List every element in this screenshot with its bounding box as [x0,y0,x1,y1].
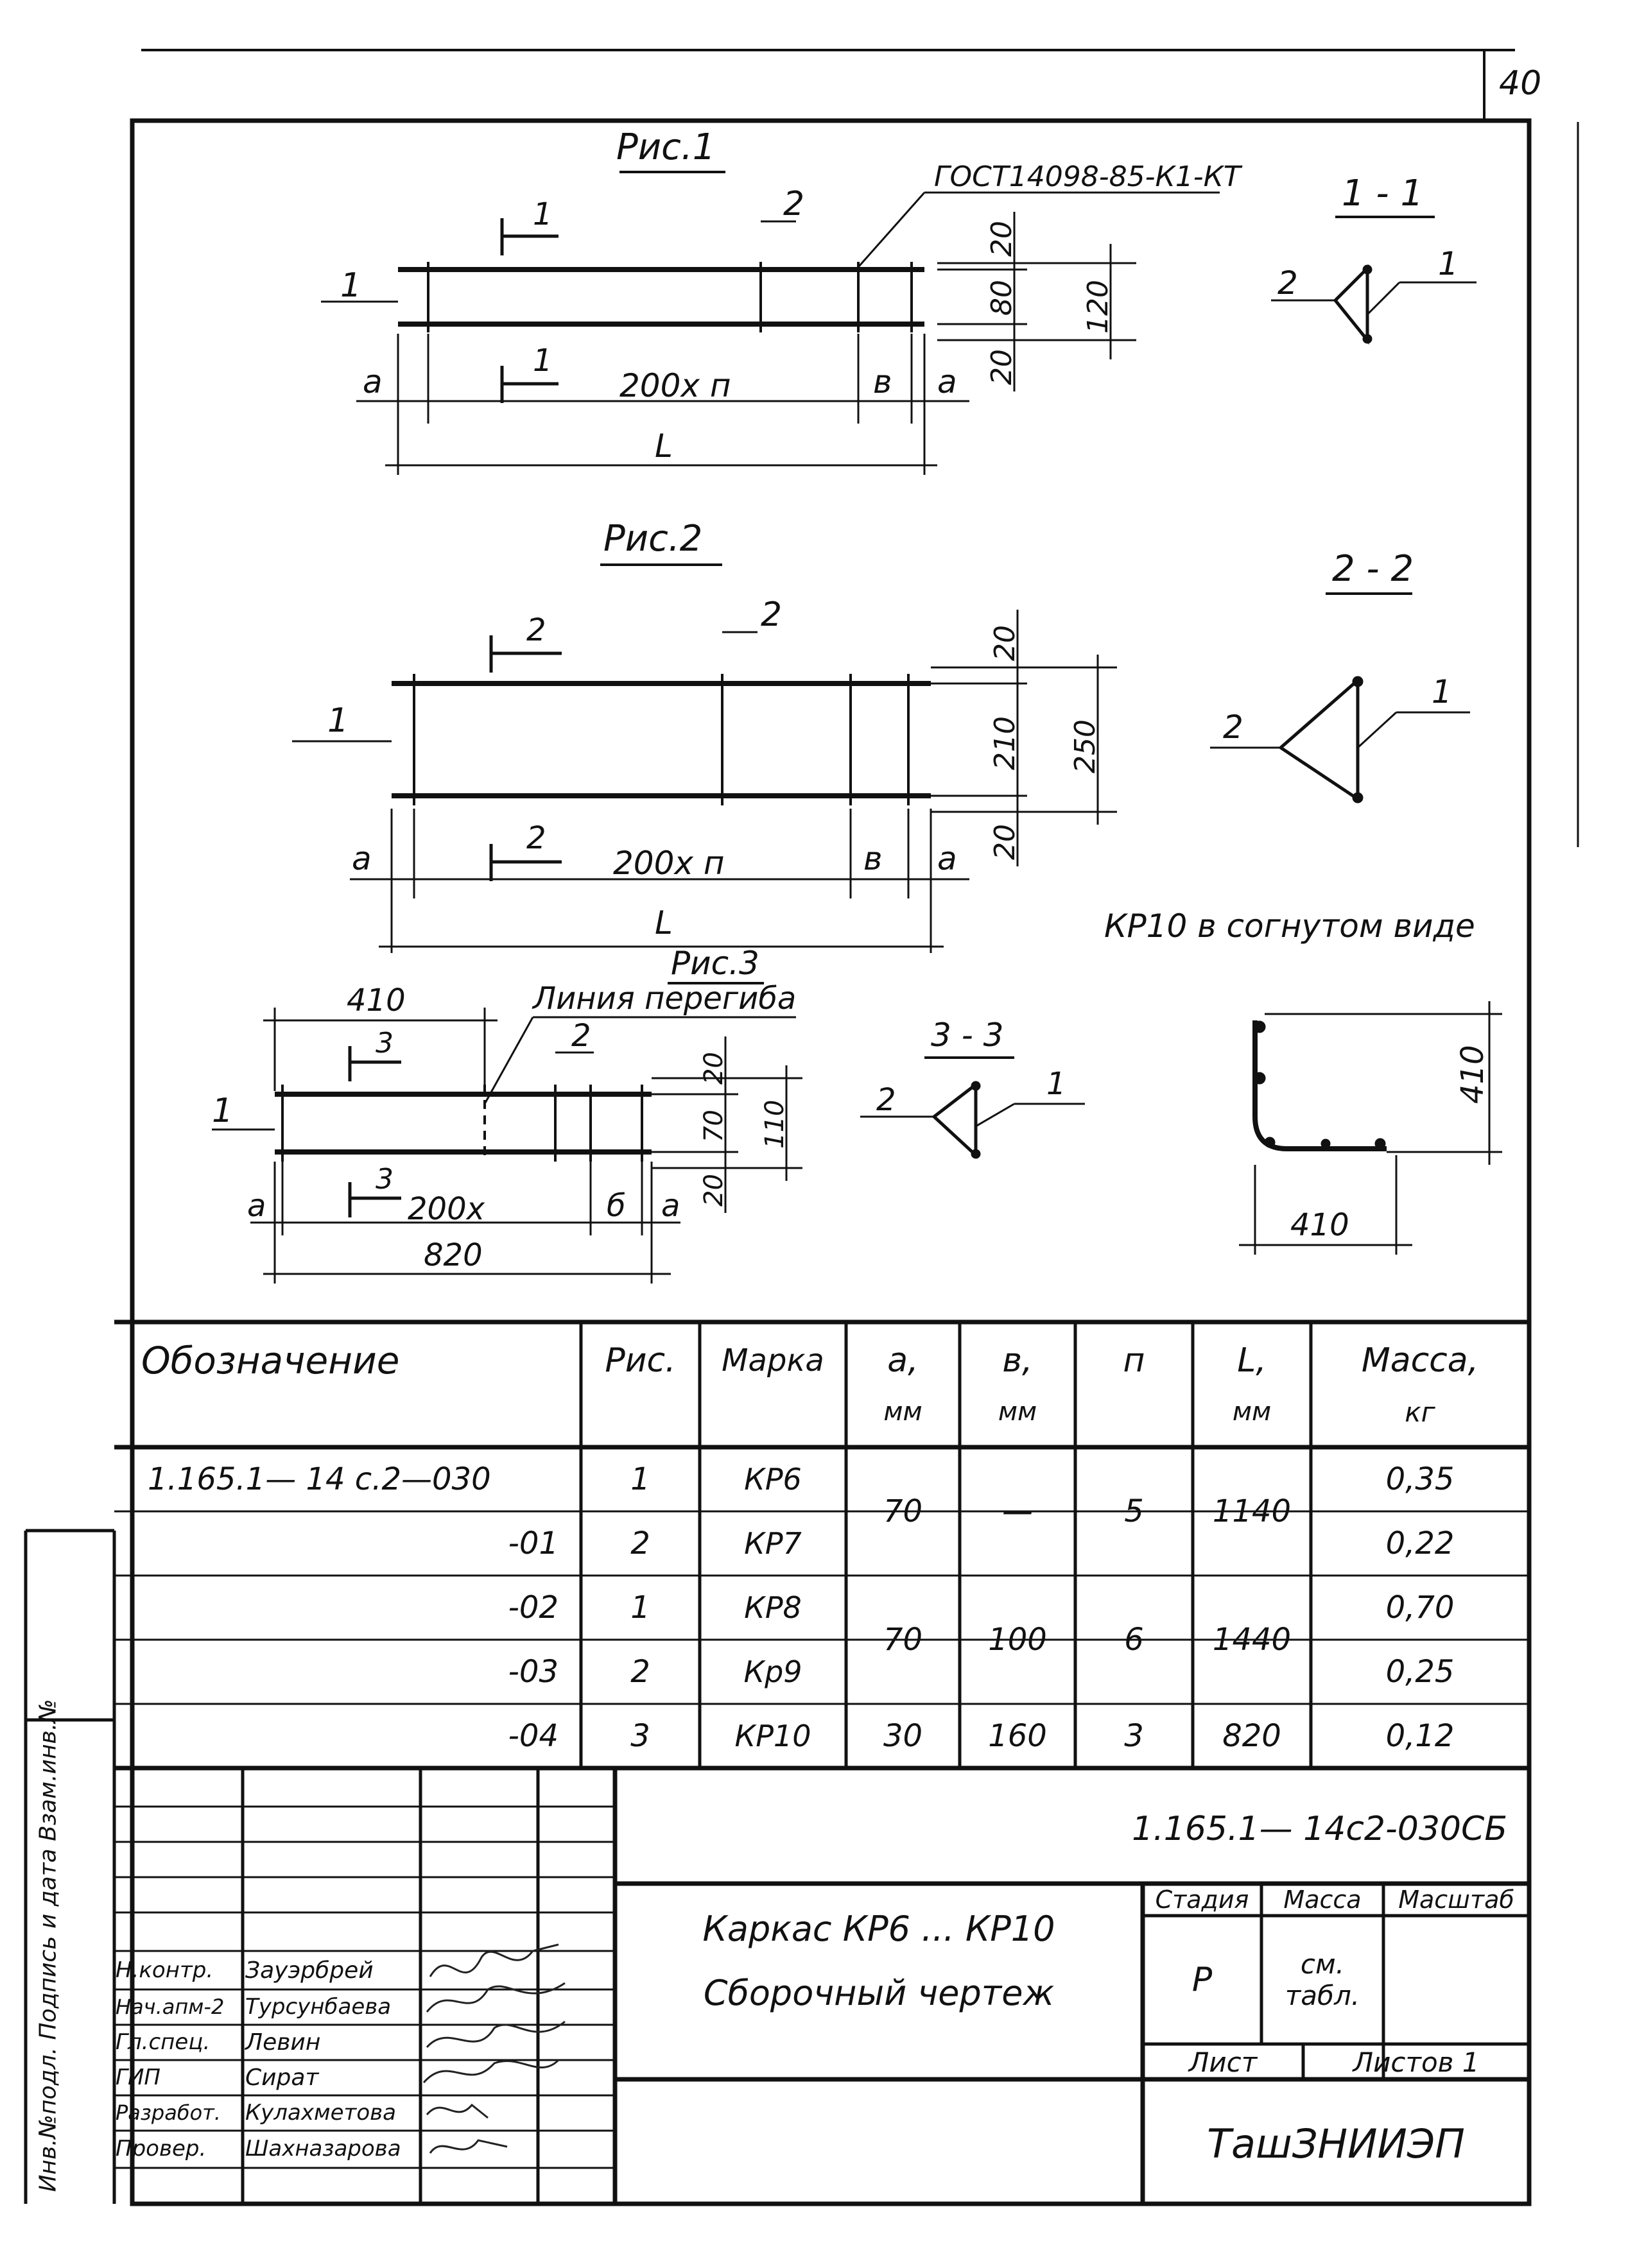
fig1-dim-span: 200x п [619,367,731,404]
mass-value: см. табл. [1285,1948,1360,2011]
th-b: в, [1002,1341,1033,1380]
signer-name: Шахназарова [245,2136,401,2161]
row2-designation: -01 [508,1525,559,1561]
fig2-dim-b: в [863,840,883,877]
section-2-2-label-2: 2 [1223,709,1243,746]
fig1-dim-a-right: a [937,363,957,400]
th-L: L, [1237,1341,1267,1380]
th-mass-unit: кг [1405,1396,1435,1428]
group1-n: 5 [1124,1493,1144,1529]
section-3-3 [860,1017,1085,1158]
fig2-dim-span: 200x п [613,845,725,882]
kr10-dim-vertical: 410 [1455,1045,1491,1104]
fig2-section-mark-top: 2 [526,612,546,648]
fig1-dim-120: 120 [1082,280,1114,334]
section-1-1-label-2: 2 [1277,264,1298,302]
fig1-section-mark-top: 1 [533,196,553,232]
row2-mark: КР7 [744,1526,802,1561]
th-L-unit: мм [1232,1397,1272,1427]
fig3-dim-410: 410 [347,983,406,1018]
th-designation: Обозначение [141,1339,400,1382]
fig3-dim-820: 820 [424,1237,483,1273]
mass-label: Масса [1283,1886,1362,1914]
fig2-dim-L: L [655,904,673,941]
fig1-dim-b: в [873,363,892,400]
row4-mass: 0,25 [1385,1654,1455,1690]
fig1-label-2: 2 [783,185,805,223]
group3-b: 160 [988,1718,1047,1754]
fig3-dim-70: 70 [699,1110,729,1142]
kr10-bent-view [1239,1001,1502,1255]
stage-label: Стадия [1155,1886,1249,1914]
fig1-dim-20-bottom: 20 [985,349,1018,385]
row5-mark: КР10 [734,1719,811,1753]
row4-fig: 2 [630,1654,650,1690]
row5-fig: 3 [630,1718,650,1754]
fig3-section-mark-bottom: 3 [376,1163,394,1196]
section-2-2-title: 2 - 2 [1332,548,1414,590]
row2-fig: 2 [630,1525,650,1561]
fig3-dim-a-left: a [247,1188,266,1224]
fig1-dim-80: 80 [985,280,1018,316]
sheets-label: Листов 1 [1353,2046,1480,2078]
signer-role: Нач.апм-2 [116,1995,225,2019]
th-fig: Рис. [605,1341,676,1380]
row1-mass: 0,35 [1385,1461,1455,1497]
row3-fig: 1 [630,1590,650,1626]
th-n: п [1123,1341,1145,1380]
group1-a: 70 [883,1493,923,1529]
signer-name: Зауэрбрей [245,1957,374,1984]
row5-designation: -04 [508,1718,559,1754]
fig1-dim-20-top: 20 [985,221,1018,257]
signer-name: Кулахметова [245,2100,396,2126]
signer-role: Н.контр. [116,1957,214,1983]
figure-1 [321,126,1243,475]
row3-designation: -02 [508,1590,559,1626]
page-number: 40 [1499,64,1542,103]
group3-a: 30 [883,1718,923,1754]
th-mark: Марка [722,1343,824,1379]
fig2-dim-250: 250 [1069,719,1102,773]
kr10-dim-horizontal: 410 [1290,1207,1349,1243]
fig2-label-1: 1 [327,701,349,740]
scale-label: Масштаб [1398,1886,1514,1914]
drawing-title-line2: Сборочный чертеж [703,1972,1055,2013]
fig3-label-1: 1 [212,1092,234,1130]
group2-n: 6 [1124,1622,1144,1658]
fig3-bend-line: Линия перегиба [533,981,797,1017]
row4-designation: -03 [508,1654,559,1690]
fig2-title: Рис.2 [603,518,703,560]
fig1-section-mark-bottom: 1 [533,343,553,379]
group2-L: 1440 [1212,1622,1292,1658]
section-2-2-label-1: 1 [1432,673,1452,710]
organization: ТашЗНИИЭП [1207,2120,1465,2167]
fig3-title: Рис.3 [671,945,759,982]
section-3-3-title: 3 - 3 [931,1017,1004,1054]
fig3-dim-a-right: a [661,1188,680,1224]
group2-a: 70 [883,1622,923,1658]
sheet-label: Лист [1188,2046,1258,2078]
group1-b: — [1002,1493,1033,1529]
th-a: a, [887,1341,919,1380]
fig3-dim-20-bottom: 20 [699,1174,729,1207]
fig3-dim-span: 200x [408,1191,485,1227]
fig2-dim-20-top: 20 [989,625,1021,661]
row1-fig: 1 [630,1461,650,1497]
fig2-dim-a-left: a [352,840,372,877]
row3-mark: КР8 [744,1590,802,1625]
signer-name: Турсунбаева [245,1994,392,2020]
th-b-unit: мм [998,1397,1037,1427]
fig1-dim-L: L [655,427,673,465]
drawing-title-line1: Каркас КР6 ... КР10 [702,1908,1055,1949]
fig1-gost-note: ГОСТ14098-85-К1-КТ [934,160,1241,193]
fig1-dim-a-left: a [363,363,383,400]
fig2-section-mark-bottom: 2 [526,820,546,856]
fig3-dim-20-top: 20 [699,1052,729,1085]
signer-name: Сират [245,2064,319,2091]
fig1-title: Рис.1 [616,126,716,168]
fig2-dim-210: 210 [989,716,1021,770]
section-3-3-label-2: 2 [876,1082,896,1118]
signatures [424,1945,565,2153]
bent-caption: КР10 в согнутом виде [1104,907,1475,945]
group2-b: 100 [988,1622,1047,1658]
fig3-dim-b: б [607,1188,626,1224]
section-3-3-label-1: 1 [1046,1066,1066,1102]
fig2-dim-20-bottom: 20 [989,824,1021,860]
figure-2 [292,518,1117,953]
fig2-dim-a-right: a [937,840,957,877]
row3-mass: 0,70 [1385,1590,1455,1626]
doc-code: 1.165.1— 14с2-030СБ [1132,1810,1507,1848]
section-1-1-label-1: 1 [1438,245,1459,282]
kr10-bent-rod [1255,1020,1387,1149]
section-1-1 [1271,173,1476,343]
side-stamp-text: Инв.№подл. Подпись и дата Взам.инв.№ [35,1699,62,2192]
row2-mass: 0,22 [1385,1525,1455,1561]
th-a-unit: мм [883,1397,922,1427]
figure-3 [212,945,802,1284]
group3-L: 820 [1222,1718,1281,1754]
signer-role: Разработ. [116,2100,221,2125]
row5-mass: 0,12 [1385,1718,1455,1754]
section-1-1-title: 1 - 1 [1342,173,1424,214]
signer-role: ГИП [116,2065,160,2090]
section-2-2 [1210,548,1470,803]
fig3-dim-110: 110 [760,1099,790,1149]
fig3-section-mark-top: 3 [376,1027,394,1060]
fig1-label-1: 1 [340,266,362,305]
row1-mark: КР6 [744,1462,802,1497]
fig3-label-2: 2 [571,1018,591,1054]
fig2-label-2: 2 [761,596,783,634]
row4-mark: Кр9 [743,1654,802,1689]
group3-n: 3 [1124,1718,1144,1754]
signer-name: Левин [245,2029,321,2056]
signer-role: Гл.спец. [116,2029,211,2055]
row1-designation: 1.165.1— 14 с.2—030 [148,1461,491,1497]
stage-value: Р [1191,1961,1213,1999]
th-mass: Масса, [1361,1341,1479,1380]
signer-role: Провер. [116,2136,207,2161]
group1-L: 1140 [1212,1493,1292,1529]
